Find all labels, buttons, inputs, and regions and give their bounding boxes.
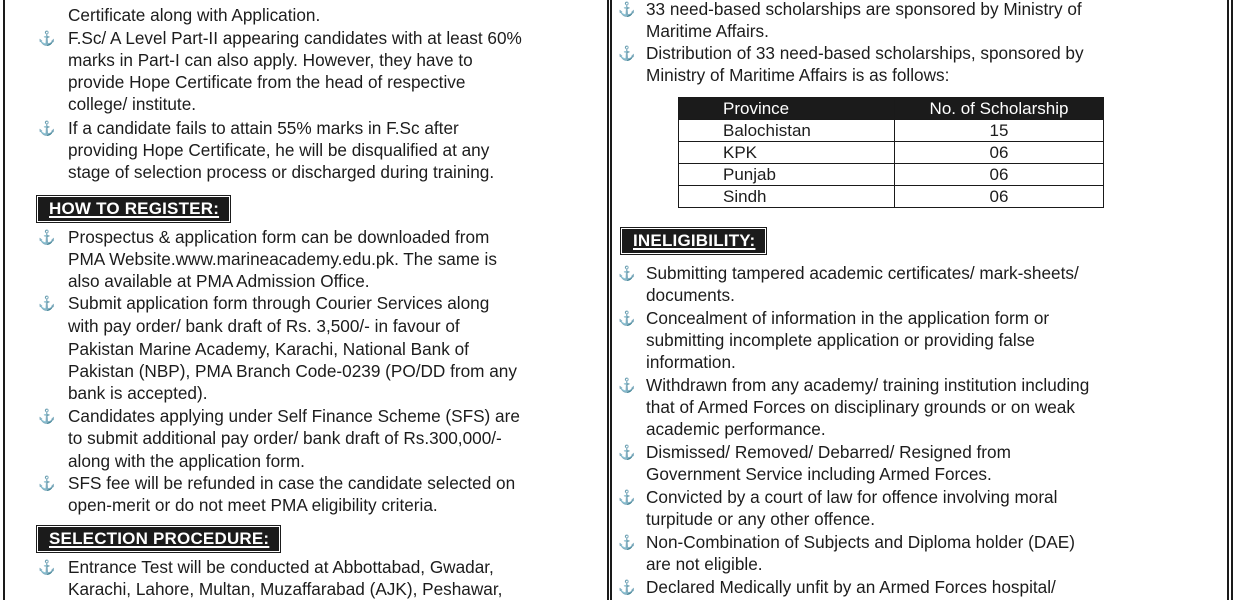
province-cell: Punjab [679,164,895,186]
scholarship-table [678,97,1104,208]
text-line: stage of selection process or discharged during training. [68,162,495,182]
column-divider [607,0,612,600]
column-header-province: Province [679,98,895,120]
text-line: Distribution of 33 need-based scholarships, sponsored by [646,43,1084,63]
scholarship-count-cell: 06 [895,186,1104,208]
table-row [679,142,1104,164]
text-line: academic performance. [646,419,826,439]
anchor-bullet-icon: ⚓ [38,559,56,575]
text-line: that of Armed Forces on disciplinary grounds or on weak [646,397,1075,417]
text-line: Convicted by a court of law for offence involving moral [646,487,1058,507]
how-to-register-heading [38,197,229,221]
text-line: Concealment of information in the application form or [646,308,1050,328]
anchor-bullet-icon: ⚓ [618,444,636,460]
scholarship-count-cell: 06 [895,164,1104,186]
text-line: bank is accepted). [68,383,208,403]
anchor-bullet-icon: ⚓ [618,45,636,61]
text-line: Candidates applying under Self Finance Scheme (SFS) are [68,406,520,426]
page-border-right [1227,0,1233,600]
text-line: along with the application form. [68,451,305,471]
text-line: documents. [646,285,735,305]
anchor-bullet-icon: ⚓ [38,120,56,136]
text-line: information. [646,352,736,372]
text-line: Submit application form through Courier Services along [68,293,490,313]
province-cell: Balochistan [679,120,895,142]
table-header-row [679,98,1104,120]
text-line: SFS fee will be refunded in case the candidate selected on [68,473,516,493]
text-line: college/ institute. [68,94,197,114]
text-line: PMA Website.www.marineacademy.edu.pk. The same is [68,249,497,269]
text-line: with pay order/ bank draft of Rs. 3,500/- in favour of [68,316,460,336]
province-cell: KPK [679,142,895,164]
anchor-bullet-icon: ⚓ [38,408,56,424]
anchor-bullet-icon: ⚓ [38,475,56,491]
page-border-left [3,0,5,600]
text-line: also available at PMA Admission Office. [68,271,370,291]
selection-procedure-heading [38,527,279,551]
text-line: submitting incomplete application or providing false [646,330,1035,350]
province-cell: Sindh [679,186,895,208]
text-line: Maritime Affairs. [646,21,769,41]
text-line: are not eligible. [646,554,763,574]
text-line: Entrance Test will be conducted at Abbottabad, Gwadar, [68,557,494,577]
table-row [679,164,1104,186]
text-line: to submit additional pay order/ bank draft of Rs.300,000/- [68,428,502,448]
text-line: Dismissed/ Removed/ Debarred/ Resigned from [646,442,1011,462]
text-line: Submitting tampered academic certificates/ mark-sheets/ [646,263,1079,283]
text-line: provide Hope Certificate from the head of respective [68,72,466,92]
anchor-bullet-icon: ⚓ [618,489,636,505]
heading-label: INELIGIBILITY: [633,231,756,250]
text-line: Karachi, Lahore, Multan, Muzaffarabad (AJK), Peshawar, [68,579,503,599]
text-line: providing Hope Certificate, he will be disqualified at any [68,140,490,160]
table-row [679,120,1104,142]
text-line: Government Service including Armed Forces. [646,464,992,484]
ineligibility-heading [622,229,765,253]
heading-label: SELECTION PROCEDURE: [49,529,270,548]
text-line: Prospectus & application form can be downloaded from [68,227,490,247]
heading-label: HOW TO REGISTER: [49,199,220,218]
text-line: Withdrawn from any academy/ training institution including [646,375,1090,395]
anchor-bullet-icon: ⚓ [618,534,636,550]
text-line: Certificate along with Application. [68,5,321,25]
column-header-scholarships: No. of Scholarship [895,98,1104,120]
text-line: F.Sc/ A Level Part-II appearing candidates with at least 60% [68,28,522,48]
anchor-bullet-icon: ⚓ [618,265,636,281]
anchor-bullet-icon: ⚓ [618,310,636,326]
anchor-bullet-icon: ⚓ [618,579,636,595]
text-line: Ministry of Maritime Affairs is as follows: [646,65,950,85]
text-line: marks in Part-I can also apply. However, they have to [68,50,473,70]
text-line: Pakistan (NBP), PMA Branch Code-0239 (PO/DD from any [68,361,517,381]
anchor-bullet-icon: ⚓ [38,229,56,245]
text-line: Declared Medically unfit by an Armed Forces hospital/ [646,577,1056,597]
anchor-bullet-icon: ⚓ [618,377,636,393]
anchor-bullet-icon: ⚓ [618,1,636,17]
text-line: turpitude or any other offence. [646,509,876,529]
scholarship-count-cell: 06 [895,142,1104,164]
anchor-bullet-icon: ⚓ [38,30,56,46]
table-row [679,186,1104,208]
text-line: Pakistan Marine Academy, Karachi, National Bank of [68,339,469,359]
text-line: If a candidate fails to attain 55% marks in F.Sc after [68,118,459,138]
anchor-bullet-icon: ⚓ [38,295,56,311]
text-line: Non-Combination of Subjects and Diploma holder (DAE) [646,532,1075,552]
text-line: open-merit or do not meet PMA eligibility criteria. [68,495,438,515]
scholarship-count-cell: 15 [895,120,1104,142]
text-line: 33 need-based scholarships are sponsored by Ministry of [646,0,1082,19]
